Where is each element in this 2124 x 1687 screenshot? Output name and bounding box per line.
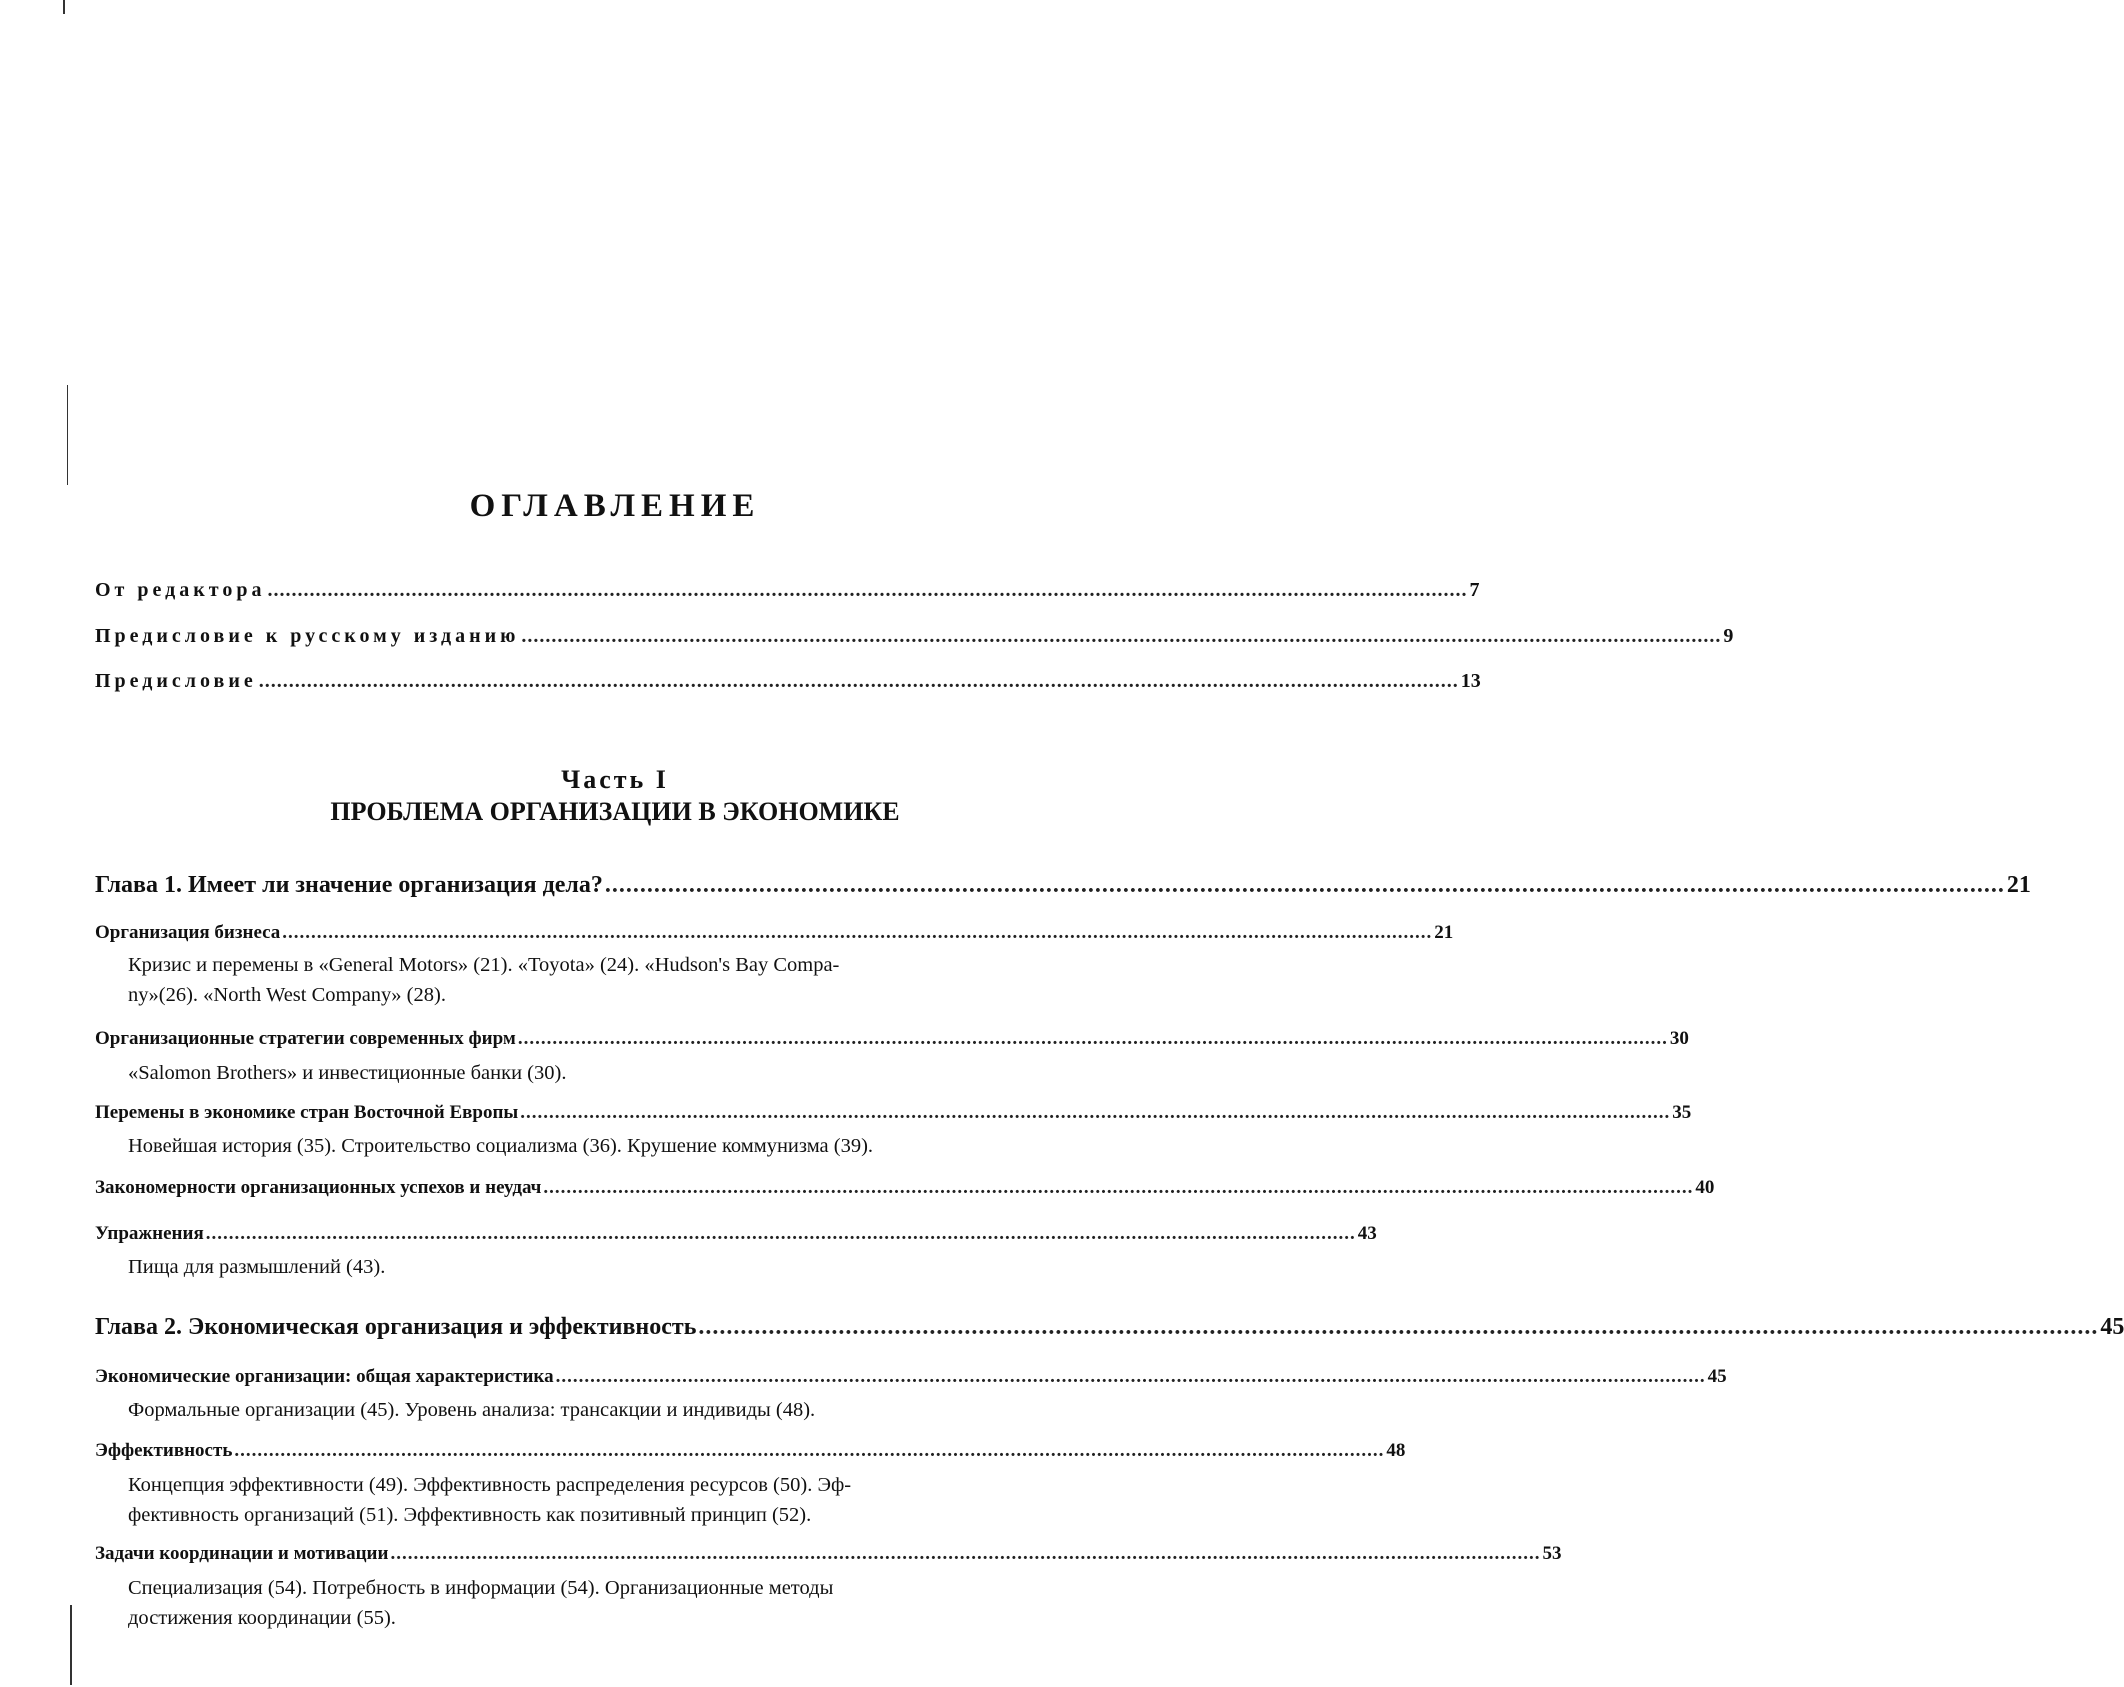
subtopic-line: фективность организаций (51). Эффективность как позитивный принцип (52). — [128, 1504, 812, 1526]
dot-leader: ........................................................................................................................................................................................................ — [555, 1366, 1706, 1387]
toc-entry-label: От редактора — [95, 579, 266, 601]
section-subtopics — [128, 1252, 1128, 1282]
scan-edge-mark — [63, 0, 65, 14]
toc-page-number: 13 — [1460, 670, 1481, 692]
toc-page-number: 45 — [1707, 1366, 1727, 1387]
section-title: Эффективность — [95, 1440, 233, 1461]
subtopic-line: «Salomon Brothers» и инвестиционные банки (30). — [128, 1062, 567, 1084]
section-subtopics — [128, 950, 1128, 1010]
toc-page-number: 30 — [1669, 1028, 1689, 1049]
toc-page-number: 21 — [2006, 872, 2031, 898]
section-title: Закономерности организационных успехов и неудач — [95, 1177, 542, 1198]
dot-leader: ........................................................................................................................................................................................................ — [282, 922, 1433, 943]
toc-section[interactable] — [95, 1028, 1689, 1050]
section-subtopics — [128, 1470, 1128, 1530]
subtopic-line: Пища для размышлений (43). — [128, 1256, 386, 1278]
toc-section[interactable] — [95, 1102, 1692, 1124]
section-title: Задачи координации и мотивации — [95, 1543, 389, 1564]
toc-title: ОГЛАВЛЕНИЕ — [469, 488, 761, 524]
toc-page-number: 43 — [1357, 1223, 1377, 1244]
dot-leader: ........................................................................................................................................................................................................ — [520, 1102, 1671, 1123]
toc-section[interactable] — [95, 1543, 1562, 1565]
toc-page-number: 40 — [1695, 1177, 1715, 1198]
subtopic-line: Новейшая история (35). Строительство социализма (36). Крушение коммунизма (39). — [128, 1135, 874, 1157]
dot-leader: ........................................................................................................................................................................................................ — [258, 670, 1459, 692]
dot-leader: ........................................................................................................................................................................................................ — [521, 625, 1722, 647]
part-label: Часть I — [561, 765, 669, 794]
toc-chapter-2[interactable] — [95, 1314, 2124, 1341]
dot-leader: ........................................................................................................................................................................................................ — [234, 1440, 1385, 1461]
toc-section[interactable] — [95, 922, 1454, 944]
section-subtopics — [128, 1395, 1128, 1425]
toc-entry-editor[interactable] — [95, 579, 1480, 602]
toc-page-number: 7 — [1469, 579, 1480, 601]
toc-entry-russian-preface[interactable] — [95, 625, 1734, 648]
toc-entry-label: Предисловие — [95, 670, 257, 692]
section-title: Организационные стратегии современных фирм — [95, 1028, 516, 1049]
toc-page-number: 35 — [1672, 1102, 1692, 1123]
subtopic-line: достижения координации (55). — [128, 1607, 396, 1629]
section-subtopics — [128, 1058, 1128, 1088]
section-title: Упражнения — [95, 1223, 204, 1244]
section-subtopics — [128, 1131, 1128, 1161]
toc-page-number: 21 — [1434, 922, 1454, 943]
subtopic-line: ny»(26). «North West Company» (28). — [128, 984, 446, 1006]
dot-leader: ........................................................................................................................................................................................................ — [205, 1223, 1356, 1244]
toc-chapter-1[interactable] — [95, 872, 2031, 899]
dot-leader: ........................................................................................................................................................................................................ — [543, 1177, 1694, 1198]
chapter-title: Глава 2. Экономическая организация и эффективность — [95, 1314, 697, 1340]
toc-page-number: 53 — [1542, 1543, 1562, 1564]
chapter-title: Глава 1. Имеет ли значение организация дела? — [95, 872, 603, 898]
subtopic-line: Формальные организации (45). Уровень анализа: трансакции и индивиды (48). — [128, 1399, 816, 1421]
scan-edge-mark — [70, 1605, 72, 1685]
section-title: Экономические организации: общая характеристика — [95, 1366, 554, 1387]
toc-section[interactable] — [95, 1177, 1715, 1199]
toc-section[interactable] — [95, 1223, 1377, 1245]
subtopic-line: Концепция эффективности (49). Эффективность распределения ресурсов (50). Эф- — [128, 1474, 852, 1496]
dot-leader: ........................................................................................................................................................................................................ — [390, 1543, 1541, 1564]
toc-page-number: 48 — [1386, 1440, 1406, 1461]
dot-leader: ........................................................................................................................................................................................................ — [604, 872, 2005, 898]
toc-entry-label: Предисловие к русскому изданию — [95, 625, 520, 647]
section-title: Организация бизнеса — [95, 922, 281, 943]
scan-edge-mark — [67, 385, 68, 485]
section-title: Перемены в экономике стран Восточной Европы — [95, 1102, 519, 1123]
toc-page-number: 45 — [2100, 1314, 2124, 1340]
dot-leader: ........................................................................................................................................................................................................ — [517, 1028, 1668, 1049]
dot-leader: ........................................................................................................................................................................................................ — [698, 1314, 2099, 1340]
toc-page-number: 9 — [1723, 625, 1734, 647]
section-subtopics — [128, 1573, 1128, 1633]
toc-entry-preface[interactable] — [95, 670, 1481, 693]
toc-section[interactable] — [95, 1440, 1406, 1462]
part-title: ПРОБЛЕМА ОРГАНИЗАЦИИ В ЭКОНОМИКЕ — [330, 797, 900, 826]
subtopic-line: Кризис и перемены в «General Motors» (21). «Toyota» (24). «Hudson's Bay Compa- — [128, 954, 840, 976]
toc-section[interactable] — [95, 1366, 1727, 1388]
subtopic-line: Специализация (54). Потребность в информации (54). Организационные методы — [128, 1577, 834, 1599]
dot-leader: ........................................................................................................................................................................................................ — [267, 579, 1468, 601]
